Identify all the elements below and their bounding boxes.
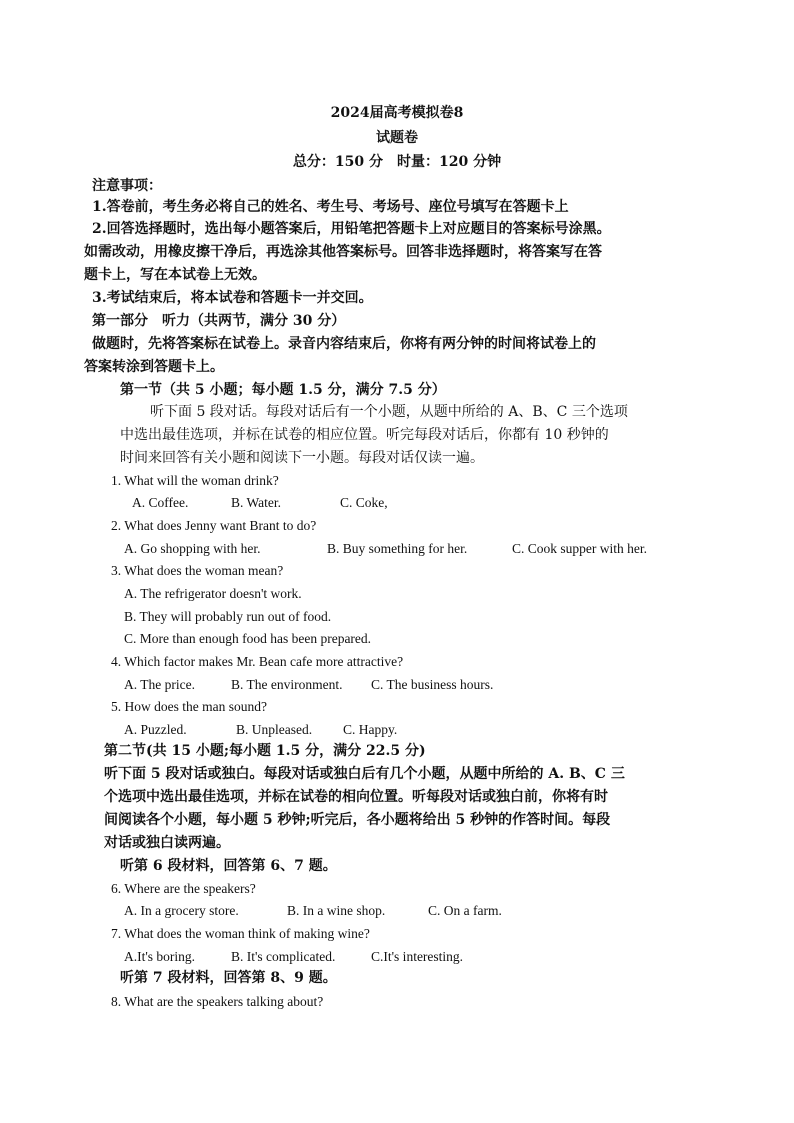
note-1: 1.答卷前，考生务必将自己的姓名、考生号、考场号、座位号填写在答题卡上 (92, 199, 569, 215)
notes-heading: 注意事项： (92, 178, 162, 194)
question-8: 8. What are the speakers talking about? (111, 994, 324, 1009)
material-7-instruction: 听第 7 段材料，回答第 8、9 题。 (120, 970, 337, 986)
section2-intro-2: 个选项中选出最佳选项，并标在试卷的相向位置。听每段对话或独白前，你将有时 (104, 789, 608, 805)
q4-option-b: B. The environment. (231, 677, 343, 692)
question-2: 2. What does Jenny want Brant to do? (111, 518, 317, 533)
exam-subtitle: 试题卷 (376, 130, 418, 146)
section2-intro-4: 对话或独白读两遍。 (104, 835, 230, 851)
question-3: 3. What does the woman mean? (111, 563, 284, 578)
q3-option-b: B. They will probably run out of food. (124, 609, 332, 624)
q2-option-c: C. Cook supper with her. (512, 541, 647, 556)
q7-option-b: B. It's complicated. (231, 949, 336, 964)
q2-option-a: A. Go shopping with her. (124, 541, 261, 556)
q1-option-a: A. Coffee. (132, 495, 189, 510)
question-1: 1. What will the woman drink? (111, 473, 279, 488)
section2-intro: 听下面 5 段对话或独白。每段对话或独白后有几个小题，从题中所给的 A. B、C 三 (104, 766, 625, 782)
q7-option-a: A.It's boring. (124, 949, 196, 964)
q5-option-c: C. Happy. (343, 722, 398, 737)
note-2: 2.回答选择题时，选出每小题答案后，用铅笔把答题卡上对应题目的答案标号涂黑。 (92, 221, 611, 237)
score-time: 总分：150 分 时量：120 分钟 (292, 154, 502, 170)
q7-option-c: C.It's interesting. (371, 949, 464, 964)
q3-option-a: A. The refrigerator doesn't work. (124, 586, 302, 601)
q2-option-b: B. Buy something for her. (327, 541, 468, 556)
q6-option-a: A. In a grocery store. (124, 903, 239, 918)
q5-option-a: A. Puzzled. (124, 722, 187, 737)
q4-option-c: C. The business hours. (371, 677, 494, 692)
exam-title: 2024届高考模拟卷8 (330, 105, 464, 121)
section1-heading: 第一节（共 5 小题；每小题 1.5 分，满分 7.5 分） (120, 382, 446, 398)
note-3: 3.考试结束后，将本试卷和答题卡一并交回。 (92, 290, 373, 306)
section2-heading: 第二节(共 15 小题;每小题 1.5 分，满分 22.5 分) (104, 743, 426, 759)
q1-option-b: B. Water. (231, 495, 282, 510)
note-2-end: 题卡上，写在本试卷上无效。 (84, 267, 266, 283)
q6-option-c: C. On a farm. (428, 903, 502, 918)
section1-intro: 听下面 5 段对话。每段对话后有一个小题，从题中所给的 A、B、C 三个选项 (150, 404, 628, 420)
q6-option-b: B. In a wine shop. (287, 903, 386, 918)
section2-intro-3: 间阅读各个小题，每小题 5 秒钟;听完后，各小题将给出 5 秒钟的作答时间。每段 (104, 812, 611, 828)
part1-heading: 第一部分 听力（共两节，满分 30 分） (92, 313, 346, 329)
q5-option-b: B. Unpleased. (236, 722, 313, 737)
question-6: 6. Where are the speakers? (111, 881, 256, 896)
q3-option-c: C. More than enough food has been prepared. (124, 631, 372, 646)
question-7: 7. What does the woman think of making wine? (111, 926, 370, 941)
question-4: 4. Which factor makes Mr. Bean cafe more attractive? (111, 654, 404, 669)
material-6-instruction: 听第 6 段材料，回答第 6、7 题。 (120, 858, 337, 874)
note-2-cont: 如需改动，用橡皮擦干净后，再选涂其他答案标号。回答非选择题时，将答案写在答 (84, 244, 602, 260)
question-5: 5. How does the man sound? (111, 699, 267, 714)
section1-intro-2: 中选出最佳选项，并标在试卷的相应位置。听完每段对话后，你都有 10 秒钟的 (120, 427, 609, 443)
q1-option-c: C. Coke, (340, 495, 388, 510)
q4-option-a: A. The price. (124, 677, 195, 692)
section1-intro-3: 时间来回答有关小题和阅读下一小题。每段对话仅读一遍。 (120, 450, 484, 466)
part1-intro: 做题时，先将答案标在试卷上。录音内容结束后，你将有两分钟的时间将试卷上的 (92, 336, 596, 352)
part1-intro-cont: 答案转涂到答题卡上。 (84, 359, 224, 375)
